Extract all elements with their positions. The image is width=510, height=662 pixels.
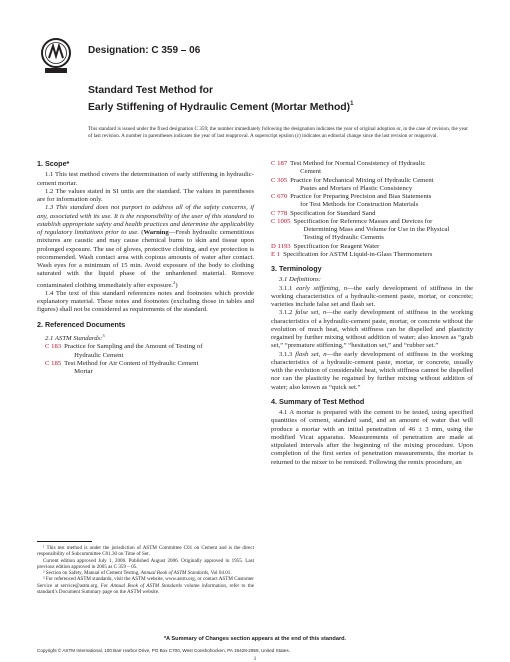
ref-link-c1005[interactable]: C 1005 [271, 217, 291, 225]
ref-item: C 778 Specification for Standard Sand [271, 209, 376, 217]
summary-4-1: 4.1 A mortar is prepared with the cement to be tested, using specified quantities of cement, standard sand, and an amount of water that will produce a mortar with an initial penetration of 46 ± 3 mm, using the modified Vicat apparatus. Measurements of penetration are made at stipulated intervals after the beginning of the mixing procedure. Upon completion of the first series of penetration measurements, the mortar is returned to the mixer to be remixed. Following the remix procedure, an [271, 409, 473, 466]
title-footnote-mark: 1 [350, 100, 354, 107]
footnote-1: ¹ This test method is under the jurisdiction of ASTM Committee C01 on Cement and is the direct responsibility of Subcommittee C01.30 on Time of Set. [37, 545, 254, 558]
section-heading-terminology: 3. Terminology [271, 264, 322, 273]
ref-link-c183[interactable]: C 183 [45, 343, 62, 351]
astm-logo [37, 37, 75, 77]
title-line-1: Standard Test Method for [88, 85, 214, 96]
ref-item: C 187 Test Method for Normal Consistency of Hydraulic Cement [271, 160, 426, 176]
definition-flash-set: 3.1.3 flash set, n—the early development of stiffness in the working characteristics of a hydraulic-cement paste, mortar, or concrete, usually with the evolution of considerable heat, which stiffness cannot be dispelled nor can the plasticity be regained by further mixing without addition of water; also known as “quick set.” [271, 350, 474, 391]
ref-item: C 185 Test Method for Air Content of Hydraulic Cement Mortar [45, 359, 199, 376]
page-number: 1 [253, 656, 257, 662]
scope-1-3: 1.3 This standard does not purport to address all of the safety concerns, if any, associated with its use. It is the responsibility of the user of this standard to establish appropriate safety and health practices and determine the applicability of regulatory limitations prior to use. (Warning—Fresh hydraulic cementitious mixtures are caustic and may cause chemical burns to skin and tissue upon prolonged exposure. The use of gloves, protective clothing, and eye protection is recommended. Wash contact area with copious amounts of water after contact. Wash eyes for a minimum of 15 min. Avoid exposure of the body to clothing saturated with the liquid phase of the unhardened material. Remove contaminated clothing immediately after exposure.$^2$) [37, 204, 254, 289]
ref-item: C 183 Practice for Sampling and the Amount of Testing of Hydraulic Cement [45, 343, 203, 359]
right-column [271, 160, 473, 467]
ref-item: C 305 Practice for Mechanical Mixing of Hydraulic Cement Pastes and Mortars of Plastic Consistency [271, 176, 434, 192]
ref-item: E 1 Specification for ASTM Liquid-in-Glass Thermometers [271, 250, 433, 258]
left-column [37, 160, 254, 376]
scope-1-4: 1.4 The text of this standard references notes and footnotes which provide explanatory material. These notes and footnotes (excluding those in tables and figures) shall not be considered as requirements of the standard. [37, 289, 254, 314]
title-main: Early Stiffening of Hydraulic Cement (Mortar Method) [88, 101, 351, 113]
ref-link-c187[interactable]: C 187 [271, 160, 288, 167]
section-heading-referenced: 2. Referenced Documents [37, 319, 126, 329]
document-title [88, 85, 468, 114]
ref-item: C 670 Practice for Preparing Precision and Bias Statements for Test Methods for Construction Materials [271, 193, 432, 209]
footnote-3: ³ For referenced ASTM standards, visit the ASTM website, www.astm.org, or contact ASTM Customer Service at service@astm.org. For Annual Book of ASTM Standards volume information, refer to the standard’s Document Summary page on the ASTM website. [37, 576, 254, 596]
ref-link-c670[interactable]: C 670 [271, 193, 288, 200]
ref-item: D 1193 Specification for Reagent Water [271, 242, 380, 250]
ref-item: C 1005 Specification for Reference Masses and Devices for Determining Mass and Volume for Use in the Physical Testing of Hydraulic Cements [271, 217, 450, 242]
section-heading-scope: 1. Scope* [37, 159, 70, 168]
scope-1-3-italic: 1.3 This standard does not purport to address all of the safety concerns, if any, associated with its use. It is the responsibility of the user of this standard to establish appropriate safety and health practices and determine the applicability of regulatory limitations prior to use. [37, 204, 254, 236]
designation: Designation: C 359 – 06 [88, 45, 201, 56]
footnote-2: ² Section on Safety, Manual of Cement Testing, Annual Book of ASTM Standards, Vol 04.01. [43, 570, 232, 577]
copyright: Copyright © ASTM International, 100 Barr Harbor Drive, PO Box C700, West Conshohocken, PA 19428-2959, United States. [37, 648, 290, 653]
definitions-sub: 3.1 Definitions: [279, 276, 321, 284]
ref-link-c778[interactable]: C 778 [271, 209, 288, 217]
ref-link-e1[interactable]: E 1 [271, 250, 281, 258]
summary-of-changes-note: *A Summary of Changes section appears at the end of this standard. [163, 636, 347, 642]
ref-link-d1193[interactable]: D 1193 [271, 242, 291, 250]
scope-1-1: 1.1 This test method covers the determination of early stiffening in hydraulic-cement mortar. [37, 171, 254, 187]
scope-1-2: 1.2 The values stated in SI units are the standard. The values in parentheses are for information only. [37, 187, 254, 203]
ref-link-c305[interactable]: C 305 [271, 176, 288, 184]
footnote-rule [37, 541, 92, 542]
warning-end: ) [175, 281, 178, 289]
fixed-designation-notice: This standard is issued under the fixed designation C 359; the number immediately following the designation indicates the year of original adoption or, in the case of revision, the year of last revision. A number in parentheses indicates the year of last reapproval. A superscript epsilon (ε) indicates an editorial change since the last revision or reapproval. [88, 126, 468, 139]
warning-label: Warning [143, 229, 169, 236]
warning-sup: 2 [173, 279, 176, 285]
definition-early-stiffening: 3.1.1 early stiffening, n—the early development of stiffness in the working characteristics of a hydraulic-cement paste, mortar, or concrete; varieties include false set and flash set. [271, 284, 474, 308]
footnotes [37, 541, 254, 595]
definition-false-set: 3.1.2 false set, n—the early development of stiffness in the working characteristics of a hydraulic-cement paste, mortar, or concrete without the evolution of much heat, which stiffness can be dispelled and plasticity regained by further mixing without addition of water; also known as “grab set,” “premature stiffening,” “hesitation set,” and “rubber set.” [271, 309, 473, 350]
title-line-2 [88, 98, 468, 115]
astm-standards-sub: 2.1 ASTM Standards:$^3$ [45, 332, 105, 343]
section-heading-summary: 4. Summary of Test Method [271, 396, 365, 406]
ref-link-c185[interactable]: C 185 [45, 359, 62, 367]
warning-text: —Fresh hydraulic cementitious mixtures are caustic and may cause chemical burns to skin and tissue upon prolonged exposure. The use of gloves, protective clothing, and eye protection is recommended. Wash contact area with copious amounts of water after contact. Wash eyes for a minimum of 15 min. Avoid exposure of the body to clothing saturated with the liquid phase of the unhardened material. Remove contaminated clothing immediately after exposure. [37, 229, 254, 289]
footnote-1b: Current edition approved July 1, 2006. Published August 2006. Originally approved in 1955. Last previous edition approved in 2005 as C 359 – 05. [37, 557, 254, 570]
